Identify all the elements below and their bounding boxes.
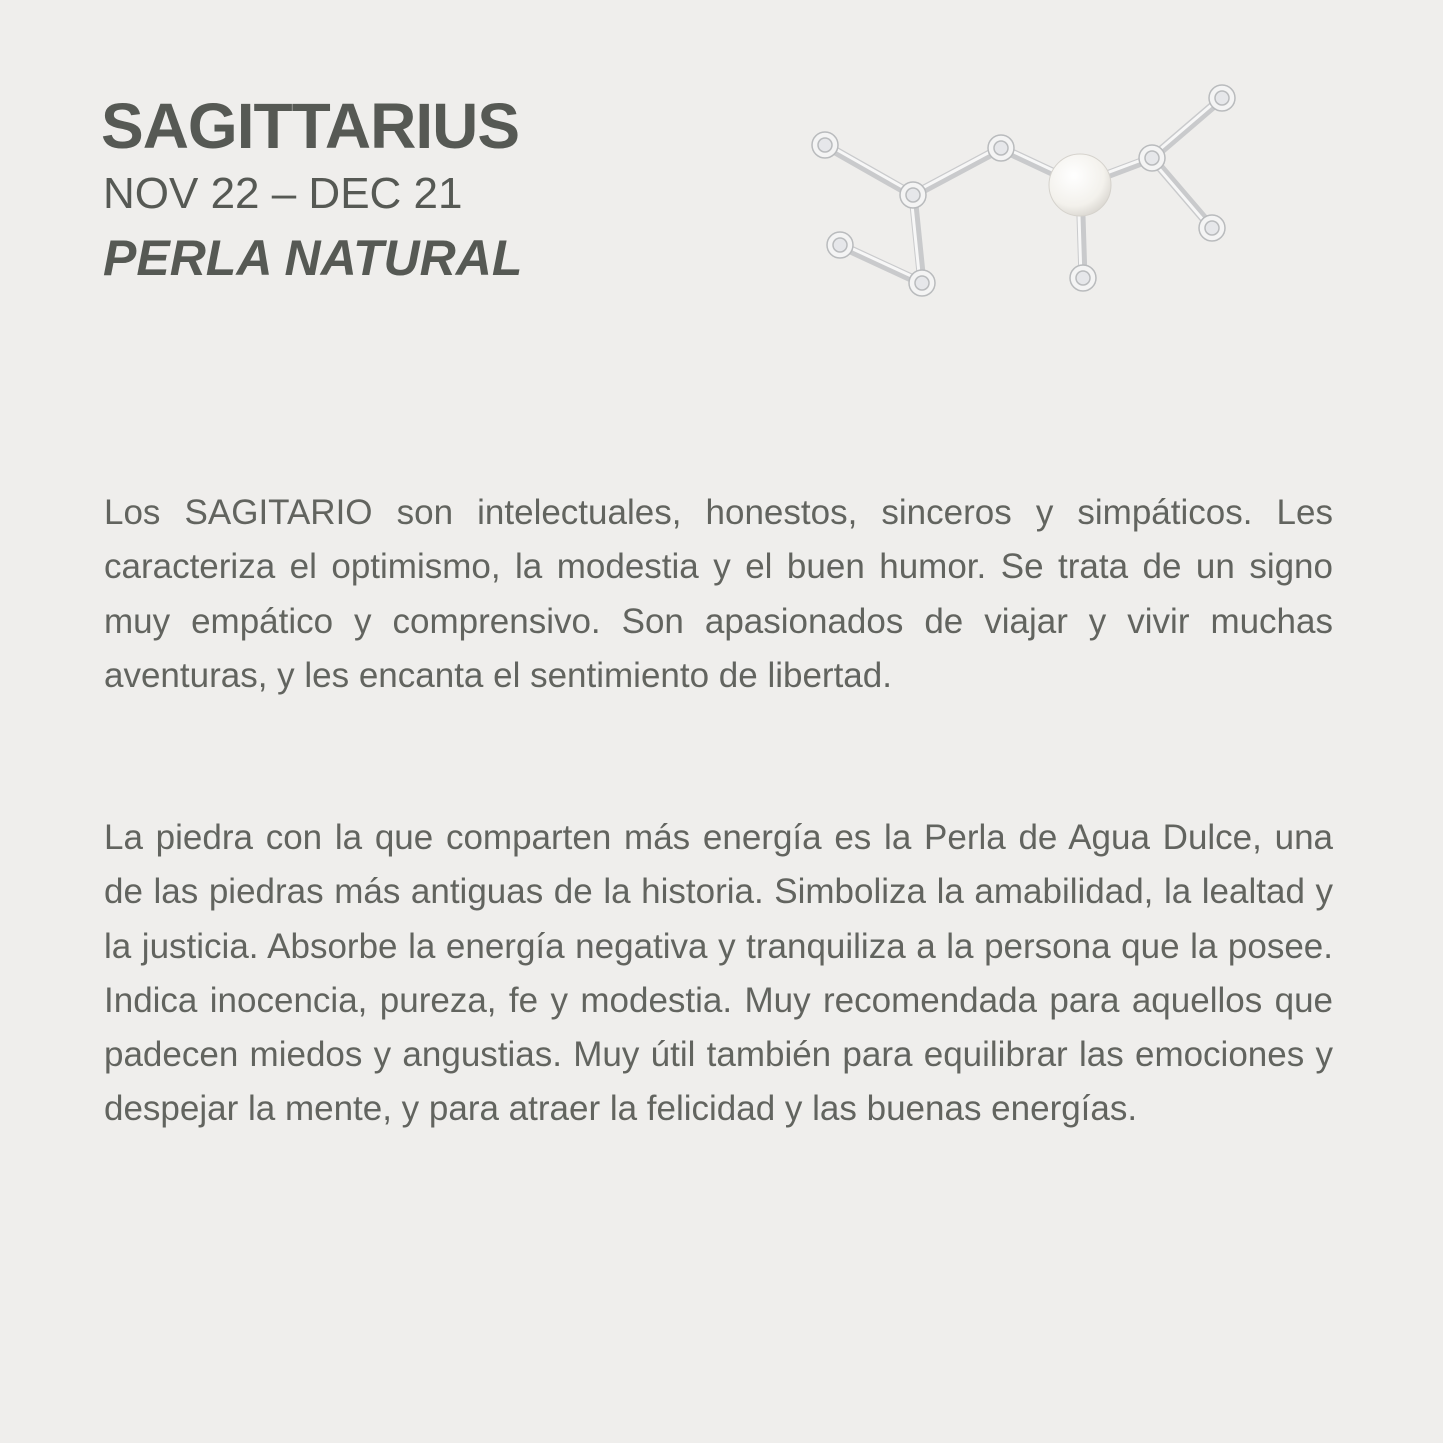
date-range: NOV 22 – DEC 21 xyxy=(103,169,463,218)
stone-name: PERLA NATURAL xyxy=(103,230,523,286)
constellation-earring-image xyxy=(790,60,1260,320)
pearl xyxy=(1049,154,1111,216)
stone-paragraph: La piedra con la que comparten más energía es la Perla de Agua Dulce, una de las piedras más antiguas de la historia. Simboliza la amabilidad, la lealtad y la justicia. Absorbe la energía negativa y tranquiliza a la persona que la posee. Indica inocencia, pureza, fe y modestia. Muy recomendada para aquellos que padecen miedos y angustias. Muy útil también para equilibrar las emociones y despejar la mente, y para atraer la felicidad y las buenas energías. xyxy=(104,818,1333,1129)
constellation-lines xyxy=(825,98,1222,283)
description-paragraph: Los SAGITARIO son intelectuales, honestos, sinceros y simpáticos. Les caracteriza el optimismo, la modestia y el buen humor. Se trata de un signo muy empático y comprensivo. Son apasionados de viajar y vivir muchas aventuras, y les encanta el sentimiento de libertad. xyxy=(104,493,1333,695)
page-title: SAGITTARIUS xyxy=(101,90,520,162)
